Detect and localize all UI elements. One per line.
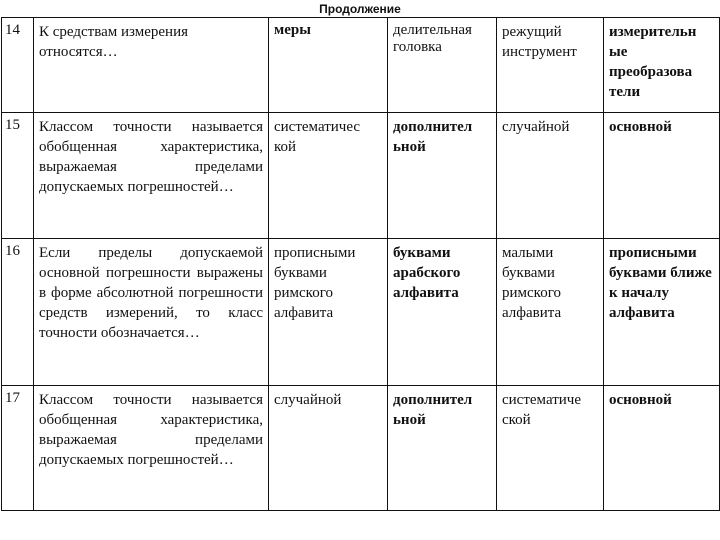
answer-option: дополнител ьной bbox=[388, 386, 497, 511]
answer-option: прописными буквами ближе к началу алфавита bbox=[604, 239, 720, 386]
answer-option: измерительн ые преобразова тели bbox=[604, 18, 720, 113]
answer-option: случайной bbox=[269, 386, 388, 511]
table-row bbox=[2, 113, 720, 239]
question-number: 14 bbox=[2, 18, 34, 113]
question-text: К средствам измерения относятся… bbox=[34, 18, 269, 113]
table-row bbox=[2, 386, 720, 511]
answer-option: делительная головка bbox=[388, 18, 497, 113]
table-row bbox=[2, 239, 720, 386]
answer-option: основной bbox=[604, 113, 720, 239]
answer-option: систематиче ской bbox=[497, 386, 604, 511]
question-number: 16 bbox=[2, 239, 34, 386]
answer-option: прописными буквами римского алфавита bbox=[269, 239, 388, 386]
question-number: 15 bbox=[2, 113, 34, 239]
answer-option: случайной bbox=[497, 113, 604, 239]
answer-option: буквами арабского алфавита bbox=[388, 239, 497, 386]
answer-option: малыми буквами римского алфавита bbox=[497, 239, 604, 386]
test-questions-table bbox=[1, 17, 720, 511]
table-row bbox=[2, 18, 720, 113]
question-text: Классом точности называется обобщенная характеристика, выражаемая пределами допускаемых погрешностей… bbox=[34, 386, 269, 511]
answer-option: основной bbox=[604, 386, 720, 511]
answer-option: меры bbox=[269, 18, 388, 113]
question-text: Классом точности называется обобщенная характеристика, выражаемая пределами допускаемых погрешностей… bbox=[34, 113, 269, 239]
continuation-caption: Продолжение bbox=[319, 2, 401, 16]
question-number: 17 bbox=[2, 386, 34, 511]
question-text: Если пределы допускаемой основной погрешности выражены в форме абсолютной погрешности средств измерений, то класс точности обозначается… bbox=[34, 239, 269, 386]
answer-option: дополнител ьной bbox=[388, 113, 497, 239]
answer-option: режущий инструмент bbox=[497, 18, 604, 113]
answer-option: систематичес кой bbox=[269, 113, 388, 239]
